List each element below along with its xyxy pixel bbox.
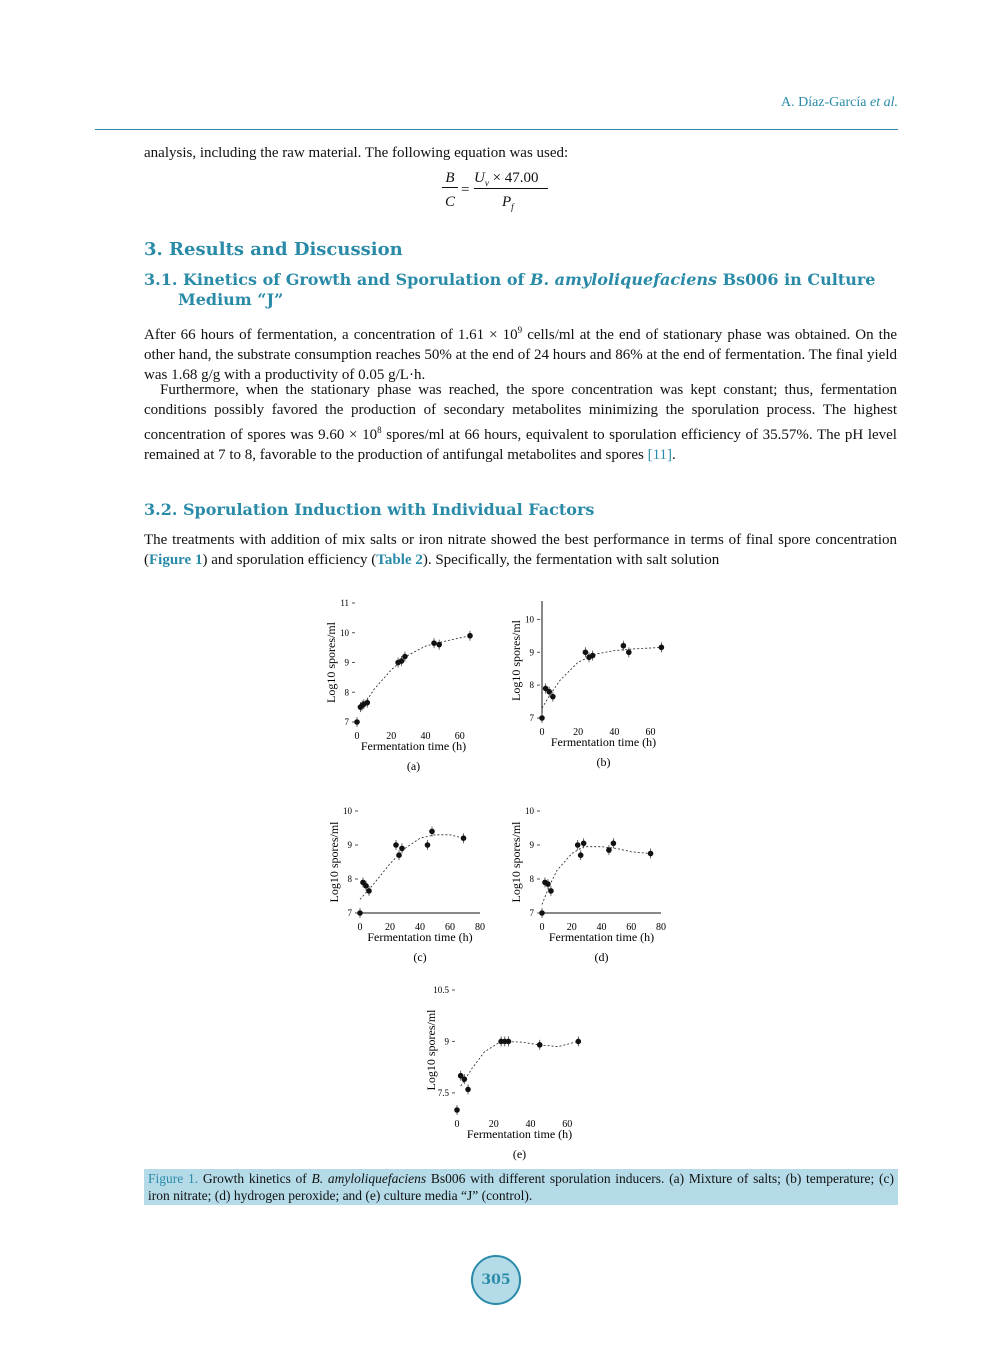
intro-line: analysis, including the raw material. The following equation was used: <box>144 145 569 161</box>
eq-c: C <box>444 194 455 210</box>
x-tick-label: 40 <box>415 922 425 933</box>
y-tick-label: 9 <box>529 840 534 850</box>
chart-panel-b <box>509 601 664 769</box>
fit-curve <box>542 647 661 708</box>
data-point <box>396 852 402 858</box>
x-tick-label: 0 <box>539 922 545 933</box>
x-axis-label: Fermentation time (h) <box>466 1127 573 1141</box>
data-point <box>606 847 612 853</box>
data-point <box>576 1039 582 1045</box>
reference-link-11[interactable]: [11] <box>647 447 673 463</box>
data-point <box>454 1107 460 1113</box>
eq-b: B <box>442 170 458 188</box>
y-tick-label: 7 <box>529 713 534 723</box>
fit-curve <box>542 847 651 905</box>
data-point <box>546 689 552 695</box>
chart-panel-a <box>324 598 473 773</box>
fit-curve <box>360 636 470 710</box>
y-tick-label: 9 <box>347 840 352 850</box>
x-tick-label: 20 <box>488 1119 499 1130</box>
y-axis-label: Log10 spores/ml <box>509 620 523 701</box>
data-point <box>467 633 473 639</box>
data-point <box>462 1076 468 1082</box>
y-axis-label: Log10 spores/ml <box>327 821 341 903</box>
x-tick-label: 40 <box>525 1119 536 1130</box>
data-point <box>363 883 369 889</box>
x-tick-label: 0 <box>454 1119 460 1130</box>
p3-text-b: ) and sporulation efficiency ( <box>202 552 377 568</box>
x-axis-label: Fermentation time (h) <box>367 930 473 944</box>
data-point <box>621 643 627 649</box>
x-tick-label: 20 <box>385 922 395 933</box>
y-tick-label: 9 <box>529 647 534 658</box>
section-heading-3-2: 3.2. Sporulation Induction with Individual Factors <box>144 500 595 519</box>
data-point <box>548 888 554 894</box>
x-tick-label: 40 <box>420 731 431 742</box>
x-tick-label: 0 <box>354 731 360 742</box>
y-tick-label: 10 <box>340 627 349 638</box>
x-tick-label: 60 <box>562 1119 573 1130</box>
x-tick-label: 40 <box>596 922 607 933</box>
y-axis-label: Log10 spores/ml <box>424 1009 438 1091</box>
p3-text-a: The treatments with addition of mix salts or iron nitrate showed the best performance in terms of final spore concentration ( <box>144 532 897 568</box>
page-number: 305 <box>471 1255 521 1305</box>
y-tick-label: 9 <box>444 1036 449 1047</box>
y-tick-label: 7 <box>347 908 352 918</box>
x-axis-label: Fermentation time (h) <box>360 739 467 753</box>
x-axis-label: Fermentation time (h) <box>550 735 657 749</box>
caption-text-a: Growth kinetics of <box>198 1171 312 1186</box>
eq-p-sub: f <box>511 202 514 212</box>
x-tick-label: 20 <box>386 731 397 742</box>
x-tick-label: 60 <box>626 922 637 933</box>
x-tick-label: 60 <box>445 922 455 933</box>
caption-label: Figure 1. <box>148 1171 199 1186</box>
x-tick-label: 20 <box>566 922 577 933</box>
header-author: A. Díaz-García <box>780 95 867 110</box>
p3-text-c: ). Specifically, the fermentation with salt solution <box>422 552 720 568</box>
x-tick-label: 20 <box>573 727 584 738</box>
data-point <box>575 842 581 848</box>
y-tick-label: 10.5 <box>433 985 449 995</box>
data-point <box>659 645 665 651</box>
figure-caption <box>144 1169 898 1205</box>
eq-u: U <box>474 170 485 186</box>
fit-curve <box>360 835 464 900</box>
panel-label: (c) <box>413 950 427 964</box>
eq-equals: = <box>461 182 470 198</box>
data-point <box>545 881 551 887</box>
caption-text-b: Bs006 with different sporulation inducers. (a) Mixture of salts; (b) temperature; (c) iron nitrate; (d) hydrogen peroxide; and (e) culture media “J” (control). <box>148 1171 894 1203</box>
data-point <box>393 842 399 848</box>
data-point <box>506 1039 512 1045</box>
table-2-link[interactable]: Table 2 <box>376 552 423 568</box>
data-point <box>537 1042 543 1048</box>
section-heading-3: 3. Results and Discussion <box>144 239 403 260</box>
y-axis-label: Log10 spores/ml <box>509 821 523 903</box>
heading-species: B. amyloliquefaciens <box>529 270 718 289</box>
data-point <box>366 888 372 894</box>
panel-label: (e) <box>512 1147 527 1161</box>
eq-times: × 47.00 <box>488 170 539 186</box>
p1-text-a: After 66 hours of fermentation, a concentration of 1.61 × 10 <box>144 327 518 343</box>
eq-p: P <box>502 194 512 210</box>
data-point <box>402 654 408 660</box>
data-point <box>611 841 617 847</box>
heading-suffix: Bs006 in Culture <box>717 270 876 289</box>
panel-label: (d) <box>594 950 609 964</box>
data-point <box>431 640 437 646</box>
chart-panel-d <box>509 806 666 964</box>
data-point <box>364 700 370 706</box>
p2-sup: 8 <box>377 425 382 435</box>
data-point <box>626 649 632 655</box>
data-point <box>425 842 431 848</box>
header-etal: et al. <box>870 95 898 110</box>
x-tick-label: 0 <box>357 922 363 933</box>
data-point <box>590 653 596 659</box>
y-tick-label: 7.5 <box>437 1087 449 1098</box>
data-point <box>465 1087 471 1093</box>
x-axis-label: Fermentation time (h) <box>548 930 655 944</box>
data-point <box>354 719 360 725</box>
data-point <box>583 649 589 655</box>
x-tick-label: 80 <box>656 922 666 933</box>
data-point <box>648 851 654 857</box>
x-tick-label: 40 <box>609 727 620 738</box>
p2-text-a: Furthermore, when the stationary phase was reached, the spore concentration was kept constant; thus, fermentation conditions possibly favored the production of secondary metabolites minimizing the sporulation process. The highest concentration of spores was 9.60 × 10 <box>144 382 897 443</box>
data-point <box>539 715 545 721</box>
y-tick-label: 11 <box>340 598 349 608</box>
y-tick-label: 7 <box>344 717 349 727</box>
y-tick-label: 8 <box>347 874 352 884</box>
p2-text-c: . <box>672 447 676 463</box>
data-point <box>550 694 556 700</box>
y-axis-label: Log10 spores/ml <box>324 622 338 703</box>
fit-curve <box>461 1041 579 1086</box>
data-point <box>578 852 584 858</box>
y-tick-label: 8 <box>529 874 534 884</box>
x-tick-label: 0 <box>539 727 545 738</box>
data-point <box>581 841 587 847</box>
y-tick-label: 10 <box>343 806 352 816</box>
data-point <box>399 846 405 852</box>
data-point <box>539 910 545 916</box>
x-tick-label: 60 <box>645 727 656 738</box>
x-tick-label: 80 <box>475 922 485 933</box>
data-point <box>429 829 435 835</box>
p1-sup: 9 <box>517 325 523 335</box>
p1-text-b: cells/ml at the end of stationary phase was obtained. On the other hand, the substrate consumption reaches 50% at the end of 24 hours and 86% at the end of fermentation. The final yield was 1.68 g/g with a productivity of 0.05 g/L·h. <box>144 327 897 383</box>
data-point <box>399 658 405 664</box>
figure-1-link[interactable]: Figure 1 <box>149 552 203 568</box>
x-tick-label: 60 <box>454 731 465 742</box>
panel-label: (b) <box>596 755 611 769</box>
data-point <box>357 910 363 916</box>
caption-species: B. amyloliquefaciens <box>311 1171 427 1186</box>
y-tick-label: 9 <box>344 657 349 668</box>
y-tick-label: 10 <box>525 614 534 625</box>
heading-line2: Medium “J” <box>178 290 284 309</box>
y-tick-label: 10 <box>525 806 534 816</box>
data-point <box>461 835 467 841</box>
y-tick-label: 8 <box>344 687 349 698</box>
y-tick-label: 8 <box>529 680 534 691</box>
chart-panel-c <box>327 806 485 964</box>
data-point <box>436 642 442 648</box>
y-tick-label: 7 <box>529 908 534 918</box>
heading-prefix: 3.1. Kinetics of Growth and Sporulation of <box>144 270 530 289</box>
p2-text-b: spores/ml at 66 hours, equivalent to sporulation efficiency of 35.57%. The pH level remained at 7 to 8, favorable to the production of antifungal metabolites and spores <box>144 427 897 463</box>
chart-panel-e <box>424 985 581 1161</box>
eq-u-sub: v <box>484 178 489 188</box>
panel-label: (a) <box>406 759 421 773</box>
